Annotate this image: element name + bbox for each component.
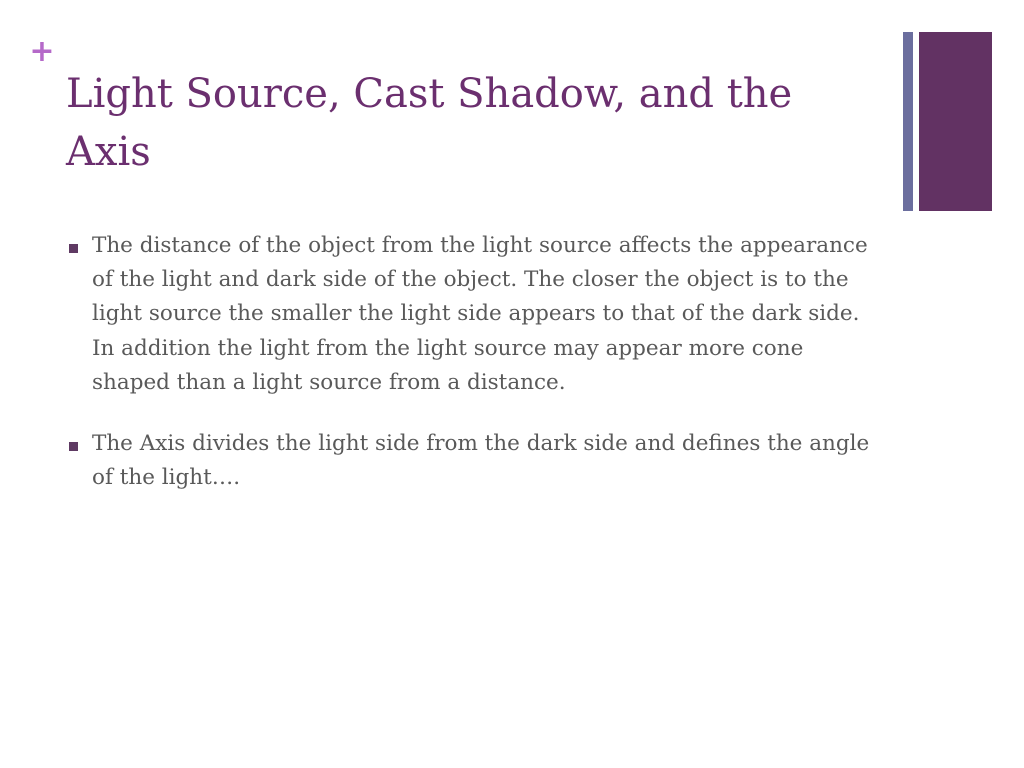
bullet-item [66, 229, 876, 400]
square-bullet-icon [69, 442, 78, 451]
square-bullet-icon [69, 244, 78, 253]
bullet-item [66, 427, 876, 495]
slide-title: Light Source, Cast Shadow, and the Axis [66, 71, 793, 175]
bullet-text: The distance of the object from the light source affects the appearance of the light and dark side of the object. The closer the object is to the light source the smaller the light side appears to that of the dark side. In addition the light from the light source may appear more cone shaped than a light source from a distance. [92, 233, 868, 395]
plus-icon: + [29, 34, 55, 69]
accent-bar-thick [919, 32, 992, 211]
bullet-list [66, 229, 876, 522]
accent-bar-thin [903, 32, 913, 211]
bullet-text: The Axis divides the light side from the dark side and defines the angle of the light…. [92, 431, 870, 491]
